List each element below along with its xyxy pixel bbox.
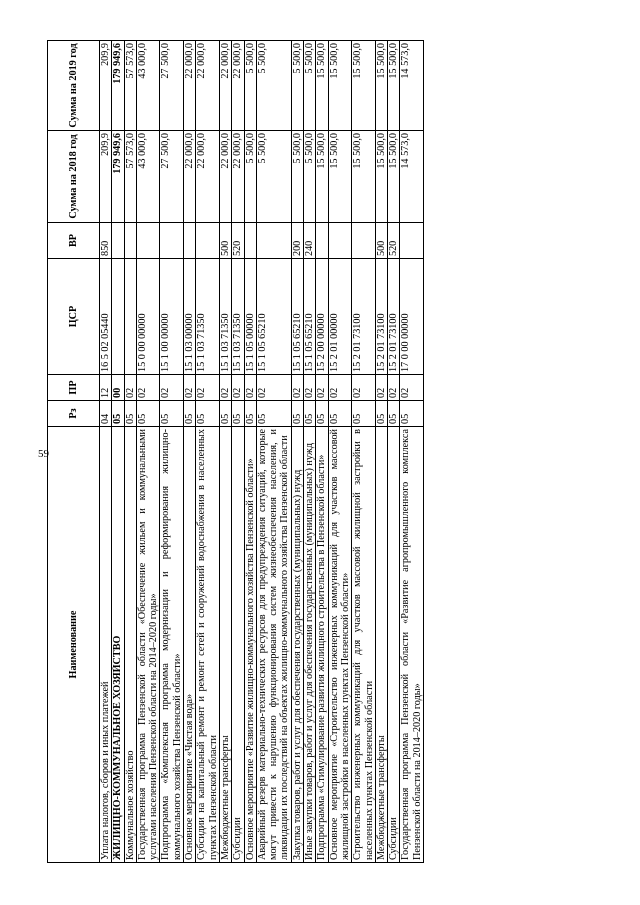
cell-sum2018: 5 500,0: [304, 131, 316, 223]
table-row: [232, 41, 244, 863]
cell-sum2019: 27 500,0: [160, 41, 184, 131]
cell-csr: 15 1 03 71350: [219, 259, 231, 375]
cell-sum2019: 22 000,0: [232, 41, 244, 131]
cell-vr: [136, 223, 160, 259]
rotated-page: [47, 41, 591, 863]
cell-sum2018: 15 500,0: [328, 131, 352, 223]
cell-sum2018: 179 949,6: [112, 131, 124, 223]
budget-table: [47, 40, 424, 863]
cell-name: Основное мероприятие «Чистая вода»: [184, 427, 196, 863]
cell-sum2019: 179 949,6: [112, 41, 124, 131]
cell-rz: 05: [304, 401, 316, 427]
cell-pr: 02: [375, 375, 387, 401]
table-row: [400, 41, 424, 863]
cell-pr: 02: [316, 375, 328, 401]
cell-rz: 05: [112, 401, 124, 427]
cell-csr: 15 2 01 73100: [375, 259, 387, 375]
cell-name: Субсидии: [388, 427, 400, 863]
cell-sum2018: 5 500,0: [291, 131, 303, 223]
cell-vr: 200: [291, 223, 303, 259]
cell-rz: 05: [256, 401, 291, 427]
col-header-pr: ПР: [48, 375, 100, 401]
cell-sum2018: 209,9: [100, 131, 112, 223]
cell-sum2019: 5 500,0: [304, 41, 316, 131]
cell-csr: 15 1 05 65210: [256, 259, 291, 375]
cell-vr: [400, 223, 424, 259]
cell-sum2019: 5 500,0: [291, 41, 303, 131]
cell-rz: 05: [316, 401, 328, 427]
cell-rz: 05: [244, 401, 256, 427]
table-row: [160, 41, 184, 863]
cell-vr: 500: [375, 223, 387, 259]
cell-vr: [196, 223, 220, 259]
cell-name: Межбюджетные трансферты: [219, 427, 231, 863]
cell-sum2019: 5 500,0: [244, 41, 256, 131]
cell-rz: 05: [352, 401, 376, 427]
cell-sum2018: 43 000,0: [136, 131, 160, 223]
table-row: [100, 41, 112, 863]
cell-rz: 05: [291, 401, 303, 427]
cell-sum2019: 15 500,0: [375, 41, 387, 131]
cell-csr: [112, 259, 124, 375]
cell-csr: 15 1 05 00000: [244, 259, 256, 375]
cell-name: Подпрограмма «Комплексная программа модернизации и реформирования жилищно-коммунального хозяйства Пензенской области»: [160, 427, 184, 863]
cell-vr: [256, 223, 291, 259]
table-row: [196, 41, 220, 863]
cell-pr: 02: [400, 375, 424, 401]
table-row: [124, 41, 136, 863]
cell-vr: 520: [232, 223, 244, 259]
cell-pr: 02: [352, 375, 376, 401]
cell-rz: 04: [100, 401, 112, 427]
cell-pr: 02: [160, 375, 184, 401]
cell-rz: 05: [219, 401, 231, 427]
cell-rz: 05: [124, 401, 136, 427]
cell-pr: 02: [256, 375, 291, 401]
cell-vr: 520: [388, 223, 400, 259]
cell-vr: [124, 223, 136, 259]
cell-sum2018: 14 573,0: [400, 131, 424, 223]
cell-sum2018: 22 000,0: [219, 131, 231, 223]
cell-csr: 15 1 03 71350: [196, 259, 220, 375]
cell-pr: 02: [388, 375, 400, 401]
col-header-sum2019: Сумма на 2019 год: [48, 41, 100, 131]
cell-pr: 02: [196, 375, 220, 401]
table-row: [316, 41, 328, 863]
cell-pr: 02: [244, 375, 256, 401]
table-row: [256, 41, 291, 863]
table-row: [244, 41, 256, 863]
cell-pr: 12: [100, 375, 112, 401]
cell-sum2019: 22 000,0: [184, 41, 196, 131]
cell-sum2019: 15 500,0: [328, 41, 352, 131]
cell-name: Основное мероприятие «Строительство инженерных коммуникаций для участков массовой жилищной застройки в населенных пунктах Пензенской области»: [328, 427, 352, 863]
cell-name: Межбюджетные трансферты: [375, 427, 387, 863]
cell-csr: 15 2 01 73100: [388, 259, 400, 375]
cell-sum2019: 5 500,0: [256, 41, 291, 131]
cell-pr: 02: [219, 375, 231, 401]
cell-csr: [124, 259, 136, 375]
cell-sum2018: 57 573,0: [124, 131, 136, 223]
cell-csr: 15 2 01 00000: [328, 259, 352, 375]
table-row: [291, 41, 303, 863]
cell-pr: 02: [136, 375, 160, 401]
cell-name: Строительство инженерных коммуникаций для участков массовой жилищной застройки в населенных пунктах Пензенской области: [352, 427, 376, 863]
cell-csr: 15 2 00 00000: [316, 259, 328, 375]
cell-vr: 240: [304, 223, 316, 259]
cell-name: Уплата налогов, сборов и иных платежей: [100, 427, 112, 863]
cell-pr: 02: [124, 375, 136, 401]
cell-name: Основное мероприятие «Развитие жилищно-коммунального хозяйства Пензенской области»: [244, 427, 256, 863]
cell-name: Государственная программа Пензенской области «Обеспечение жильем и коммунальными услугами населения Пензенской области на 2014–2020 годы»: [136, 427, 160, 863]
cell-csr: 17 0 00 00000: [400, 259, 424, 375]
cell-sum2018: 15 500,0: [388, 131, 400, 223]
cell-rz: 05: [160, 401, 184, 427]
cell-sum2018: 5 500,0: [256, 131, 291, 223]
cell-vr: [244, 223, 256, 259]
cell-sum2018: 15 500,0: [352, 131, 376, 223]
cell-vr: [112, 223, 124, 259]
cell-name: Государственная программа Пензенской области «Развитие агропромышленного комплекса Пензенской области на 2014–2020 годы»: [400, 427, 424, 863]
col-header-csr: ЦСР: [48, 259, 100, 375]
cell-rz: 05: [375, 401, 387, 427]
table-row: [184, 41, 196, 863]
cell-rz: 05: [328, 401, 352, 427]
cell-rz: 05: [388, 401, 400, 427]
cell-pr: 02: [328, 375, 352, 401]
cell-csr: 15 1 03 00000: [184, 259, 196, 375]
cell-sum2018: 5 500,0: [244, 131, 256, 223]
cell-name: Субсидии на капитальный ремонт и ремонт сетей и сооружений водоснабжения в населенных пунктах Пензенской области: [196, 427, 220, 863]
page-number: 59: [38, 448, 49, 460]
cell-sum2019: 57 573,0: [124, 41, 136, 131]
cell-sum2018: 22 000,0: [184, 131, 196, 223]
table-row: [352, 41, 376, 863]
cell-vr: [316, 223, 328, 259]
cell-vr: 850: [100, 223, 112, 259]
table-row: [136, 41, 160, 863]
cell-sum2018: 27 500,0: [160, 131, 184, 223]
cell-name: Закупка товаров, работ и услуг для обеспечения государственных (муниципальных) нужд: [291, 427, 303, 863]
cell-rz: 05: [196, 401, 220, 427]
cell-sum2019: 22 000,0: [219, 41, 231, 131]
table-row: [219, 41, 231, 863]
cell-sum2019: 43 000,0: [136, 41, 160, 131]
table-row: [304, 41, 316, 863]
cell-sum2018: 15 500,0: [375, 131, 387, 223]
cell-vr: [160, 223, 184, 259]
cell-csr: 15 1 05 65210: [304, 259, 316, 375]
table-row: [112, 41, 124, 863]
cell-pr: 02: [291, 375, 303, 401]
cell-pr: 02: [304, 375, 316, 401]
cell-csr: 15 2 01 73100: [352, 259, 376, 375]
table-header-row: [48, 41, 100, 863]
cell-vr: [352, 223, 376, 259]
cell-sum2019: 15 500,0: [316, 41, 328, 131]
table-row: [328, 41, 352, 863]
cell-sum2018: 22 000,0: [232, 131, 244, 223]
cell-csr: 15 0 00 00000: [136, 259, 160, 375]
cell-rz: 05: [184, 401, 196, 427]
cell-rz: 05: [136, 401, 160, 427]
cell-sum2018: 22 000,0: [196, 131, 220, 223]
cell-pr: 02: [232, 375, 244, 401]
cell-csr: 15 1 03 71350: [232, 259, 244, 375]
cell-rz: 05: [232, 401, 244, 427]
cell-vr: [184, 223, 196, 259]
cell-vr: 500: [219, 223, 231, 259]
cell-name: ЖИЛИЩНО-КОММУНАЛЬНОЕ ХОЗЯЙСТВО: [112, 427, 124, 863]
col-header-vr: ВР: [48, 223, 100, 259]
cell-pr: 00: [112, 375, 124, 401]
cell-sum2018: 15 500,0: [316, 131, 328, 223]
cell-csr: 15 1 00 00000: [160, 259, 184, 375]
col-header-name: Наименование: [48, 427, 100, 863]
cell-csr: 15 1 05 65210: [291, 259, 303, 375]
cell-sum2019: 14 573,0: [400, 41, 424, 131]
cell-rz: 05: [400, 401, 424, 427]
table-body: [100, 41, 424, 863]
table-row: [388, 41, 400, 863]
cell-sum2019: 209,9: [100, 41, 112, 131]
cell-name: Иные закупки товаров, работ и услуг для обеспечения государственных (муниципальных) нужд: [304, 427, 316, 863]
cell-sum2019: 15 500,0: [352, 41, 376, 131]
cell-csr: 16 5 02 05440: [100, 259, 112, 375]
cell-name: Подпрограмма «Стимулирование развития жилищного строительства в Пензенской области»: [316, 427, 328, 863]
cell-sum2019: 15 500,0: [388, 41, 400, 131]
col-header-sum2018: Сумма на 2018 год: [48, 131, 100, 223]
cell-name: Коммунальное хозяйство: [124, 427, 136, 863]
cell-sum2019: 22 000,0: [196, 41, 220, 131]
cell-name: Субсидии: [232, 427, 244, 863]
cell-pr: 02: [184, 375, 196, 401]
table-row: [375, 41, 387, 863]
cell-vr: [328, 223, 352, 259]
cell-name: Аварийный резерв материально-технических ресурсов для предупреждения ситуаций, которые могут привести к нарушению функционирования систем жизнеобеспечения населения, и ликвидации их последствий на объектах жилищно-коммунального хозяйства Пензенской области: [256, 427, 291, 863]
col-header-rz: Рз: [48, 401, 100, 427]
